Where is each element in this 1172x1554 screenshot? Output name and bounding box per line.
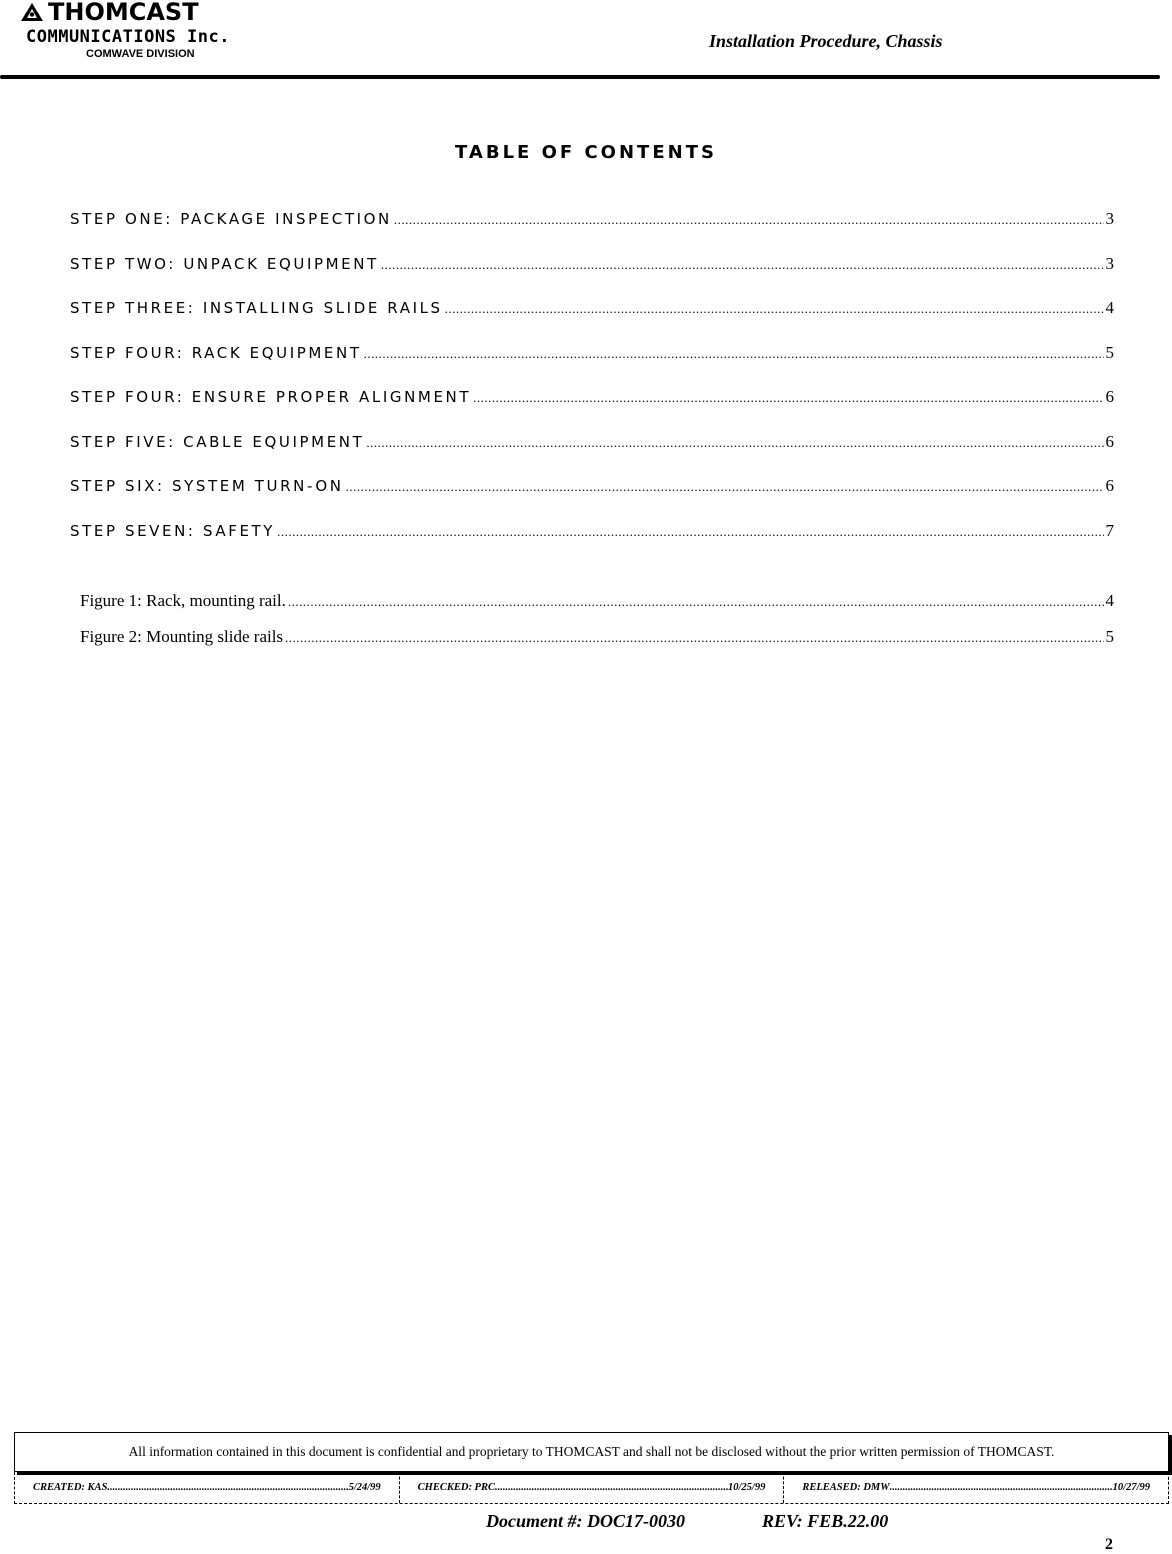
- toc-entry-page: 6: [1105, 431, 1114, 451]
- toc-entry-label: STEP FOUR: RACK EQUIPMENT: [70, 343, 362, 362]
- created-label: CREATED: KAS: [33, 1482, 108, 1493]
- dot-leader: [366, 435, 1103, 451]
- toc-list: [70, 209, 1114, 565]
- revision: REV: FEB.22.00: [762, 1511, 889, 1531]
- toc-heading: TABLE OF CONTENTS: [455, 142, 717, 163]
- toc-entry-label: STEP SEVEN: SAFETY: [70, 521, 276, 540]
- dot-leader: [346, 479, 1104, 495]
- figure-entry[interactable]: [80, 591, 1114, 627]
- document-title: Installation Procedure, Chassis: [709, 31, 943, 51]
- toc-entry-label: STEP TWO: UNPACK EQUIPMENT: [70, 254, 379, 273]
- dot-leader: [890, 1482, 1113, 1493]
- dot-leader: [495, 1482, 728, 1493]
- dot-leader: [473, 390, 1103, 406]
- thomcast-emblem-icon: [20, 2, 44, 22]
- released-cell: [783, 1472, 1168, 1503]
- toc-entry-label: STEP FIVE: CABLE EQUIPMENT: [70, 432, 365, 451]
- dot-leader: [277, 524, 1103, 540]
- toc-entry-page: 4: [1105, 298, 1114, 317]
- company-name: COMMUNICATIONS Inc.: [26, 27, 230, 47]
- toc-entry[interactable]: [70, 432, 1114, 477]
- toc-entry-page: 3: [1105, 209, 1114, 228]
- confidentiality-text: All information contained in this document is confidential and proprietary to THOMCAST and shall not be disclosed without the prior written permission of THOMCAST.: [128, 1444, 1055, 1459]
- created-date: 5/24/99: [348, 1482, 381, 1493]
- toc-entry-label: STEP ONE: PACKAGE INSPECTION: [70, 210, 392, 228]
- division-name: COMWAVE DIVISION: [86, 48, 195, 60]
- dot-leader: [381, 257, 1104, 273]
- toc-entry[interactable]: [70, 521, 1114, 566]
- toc-entry[interactable]: [70, 254, 1114, 299]
- figure-entry-label: Figure 1: Rack, mounting rail.: [80, 591, 286, 610]
- header-divider: [0, 75, 1160, 79]
- figure-entry-page: 4: [1105, 591, 1114, 610]
- created-cell: [15, 1472, 399, 1503]
- released-label: RELEASED: DMW: [802, 1482, 890, 1493]
- toc-entry-page: 7: [1105, 520, 1114, 540]
- checked-label: CHECKED: PRC: [417, 1482, 495, 1493]
- dot-leader: [107, 1482, 348, 1493]
- toc-entry[interactable]: [70, 209, 1114, 254]
- document-number: Document #: DOC17-0030: [486, 1511, 685, 1531]
- figure-list: [80, 591, 1114, 663]
- toc-entry-label: STEP THREE: INSTALLING SLIDE RAILS: [70, 299, 443, 317]
- dot-leader: [364, 346, 1104, 362]
- figure-entry[interactable]: [80, 627, 1114, 663]
- toc-entry-label: STEP SIX: SYSTEM TURN-ON: [70, 477, 344, 495]
- toc-entry-page: 3: [1105, 253, 1114, 273]
- checked-date: 10/25/99: [728, 1482, 766, 1493]
- figure-entry-label: Figure 2: Mounting slide rails: [80, 627, 284, 646]
- toc-entry-page: 5: [1105, 342, 1114, 362]
- toc-entry-page: 6: [1105, 387, 1114, 406]
- dot-leader: [445, 301, 1104, 317]
- dot-leader: [288, 594, 1104, 610]
- toc-entry[interactable]: [70, 343, 1114, 388]
- page-number: 2: [1105, 1536, 1113, 1553]
- dot-leader: [394, 212, 1104, 228]
- signoff-row: [14, 1472, 1169, 1504]
- toc-entry[interactable]: [70, 387, 1114, 432]
- confidentiality-notice: [14, 1432, 1169, 1472]
- brand-name: THOMCAST: [48, 0, 199, 26]
- company-logo: [20, 0, 230, 60]
- dot-leader: [285, 630, 1103, 646]
- toc-entry[interactable]: [70, 298, 1114, 343]
- toc-entry-label: STEP FOUR: ENSURE PROPER ALIGNMENT: [70, 388, 472, 406]
- checked-cell: [399, 1472, 784, 1503]
- figure-entry-page: 5: [1105, 627, 1114, 646]
- toc-entry[interactable]: [70, 476, 1114, 521]
- toc-entry-page: 6: [1105, 476, 1114, 495]
- released-date: 10/27/99: [1112, 1482, 1151, 1493]
